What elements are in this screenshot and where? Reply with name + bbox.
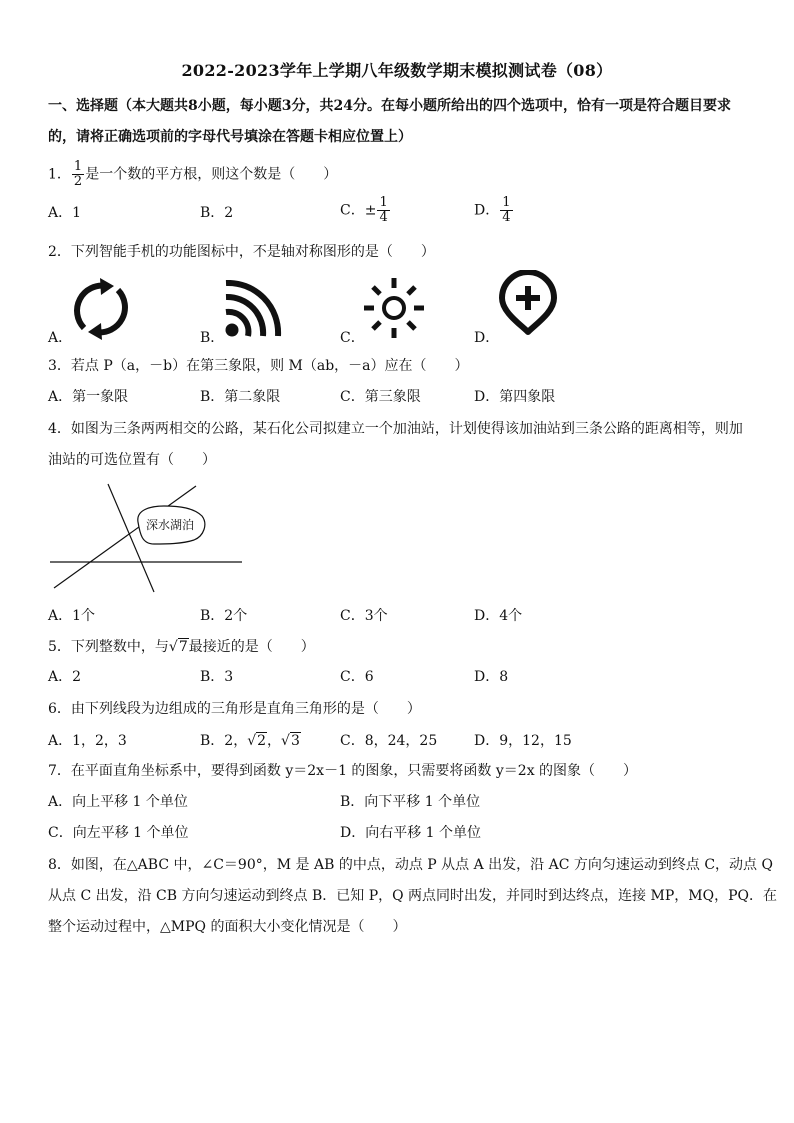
- section-instruction-line2: 的，请将正确选项前的字母代号填涂在答题卡相应位置上）: [48, 129, 412, 145]
- wifi-signal-icon: [222, 280, 284, 338]
- refresh-icon: [68, 278, 134, 340]
- question-8-line3: 整个运动过程中，△MPQ 的面积大小变化情况是（ ）: [48, 919, 407, 935]
- q7-option-d: D．向右平移 1 个单位: [340, 825, 482, 841]
- q6-option-b: B．2，√2，√3: [200, 733, 300, 749]
- q3-option-b: B．第二象限: [200, 389, 281, 405]
- question-4-line2: 油站的可选位置有（ ）: [48, 452, 216, 468]
- q1-option-d: D． $\frac{1}{4}$: [474, 195, 511, 225]
- question-1: [48, 160, 337, 189]
- question-5: 5．下列整数中，与√7最接近的是（ ）: [48, 639, 315, 655]
- q4-option-b: B．2个: [200, 608, 248, 624]
- question-3: 3．若点 P（a，－b）在第三象限，则 M（ab，－a）应在（ ）: [48, 358, 469, 374]
- q3-option-d: D．第四象限: [474, 389, 556, 405]
- roads-lake-figure: [46, 482, 246, 594]
- q4-option-a: A．1个: [48, 608, 96, 624]
- q5-option-c: C．6: [340, 669, 374, 685]
- question-4-line1: 4．如图为三条两两相交的公路，某石化公司拟建立一个加油站，计划使得该加油站到三条公路的距离相等，则加: [48, 421, 743, 437]
- q5-option-d: D．8: [474, 669, 509, 685]
- lake-label: 深水湖泊: [145, 518, 195, 532]
- q2-option-c: C．: [340, 330, 365, 346]
- q2-option-a: A．: [48, 330, 73, 346]
- question-8-line2: 从点 C 出发，沿 CB 方向匀速运动到终点 B．已知 P，Q 两点同时出发，并同时到达终点，连接 MP，MQ，PQ．在: [48, 888, 777, 904]
- question-7: 7．在平面直角坐标系中，要得到函数 y＝2x－1 的图象，只需要将函数 y＝2x 的图象（ ）: [48, 763, 638, 779]
- q3-option-c: C．第三象限: [340, 389, 421, 405]
- q5-option-a: A．2: [48, 669, 82, 685]
- q6-option-d: D．9，12，15: [474, 733, 572, 749]
- question-6: 6．由下列线段为边组成的三角形是直角三角形的是（ ）: [48, 701, 421, 717]
- sqrt-7: √7: [168, 639, 188, 655]
- q2-option-d: D．: [474, 330, 500, 346]
- q7-option-a: A．向上平移 1 个单位: [48, 794, 188, 810]
- q1-option-b: B．2: [200, 205, 234, 221]
- q5-option-b: B．3: [200, 669, 234, 685]
- q2-option-b: B．: [200, 330, 225, 346]
- q1-option-a: A．1: [48, 205, 82, 221]
- q6-option-a: A．1，2，3: [48, 733, 127, 749]
- q4-option-d: D．4个: [474, 608, 523, 624]
- question-2: 2．下列智能手机的功能图标中，不是轴对称图形的是（ ）: [48, 244, 435, 260]
- q6-option-c: C．8，24，25: [340, 733, 438, 749]
- q1-fraction: $\frac{1}{2}$: [73, 159, 83, 189]
- question-8-line1: 8．如图，在△ABC 中，∠C＝90°，M 是 AB 的中点，动点 P 从点 A 出发，沿 AC 方向匀速运动到终点 C，动点 Q: [48, 857, 773, 873]
- page-title: 2022-2023学年上学期八年级数学期末模拟测试卷（08）: [181, 61, 613, 80]
- section-instruction-line1: 一、选择题（本大题共8小题，每小题3分，共24分。在每小题所给出的四个选项中，恰有一项是符合题目要求: [48, 98, 731, 114]
- location-plus-icon: [498, 270, 558, 336]
- q4-option-c: C．3个: [340, 608, 388, 624]
- q1-prefix: 1．: [48, 166, 71, 183]
- q3-option-a: A．第一象限: [48, 389, 129, 405]
- sun-icon: [362, 276, 426, 340]
- q1-text: 是一个数的平方根，则这个数是（ ）: [85, 166, 338, 183]
- q7-option-b: B．向下平移 1 个单位: [340, 794, 481, 810]
- q7-option-c: C．向左平移 1 个单位: [48, 825, 189, 841]
- q1-option-c: C．± $\frac{1}{4}$: [340, 195, 388, 225]
